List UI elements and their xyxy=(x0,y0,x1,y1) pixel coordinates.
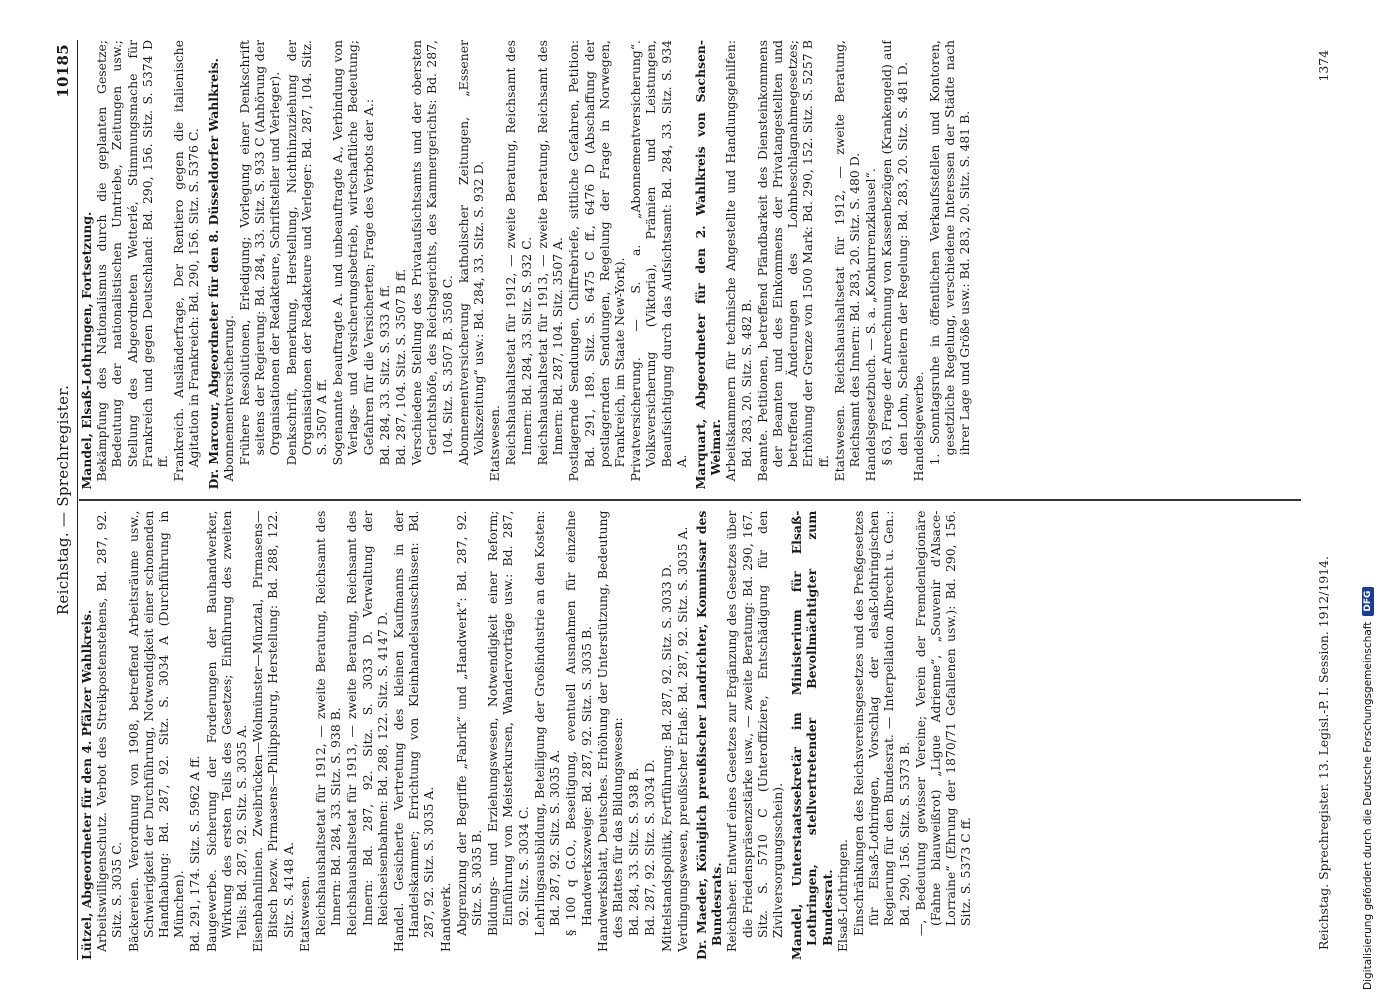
register-columns xyxy=(79,40,1301,960)
entry-topic: Bäckereien. Verordnung von 1908, betreffend Arbeitsräume usw., Schwierigkeit der Durchführung, Notwendigkeit einer schonenden Handhabung: Bd. 287, 92. Sitz. S. 3034 A (Durchführung in München). xyxy=(125,510,187,952)
entry-topic: Etatswesen. xyxy=(487,405,503,482)
register-entry xyxy=(206,40,689,489)
entry-topic: Mittelstandspolitik, Fortführung: Bd. 287, 92. Sitz. S. 3033 D. xyxy=(658,563,674,952)
entry-speaker: Dr. Marcour, Abgeordneter für den 8. Düsseldorfer Wahlkreis. xyxy=(205,57,221,490)
page-title: Reichstag. — Sprechregister. xyxy=(54,384,72,616)
entry-subitem: Abonnementversicherung katholischer Zeitungen, „Essener Volkszeitung“ usw.: Bd. 284, 33. Sitz. S. 932 D. xyxy=(455,40,487,466)
entry-topic: Eisenbahnlinien. Zweibrücken—Wolmünster—Münztal, Pirmasens—Bitsch bezw. Pirmasens—Philippsburg, Herstellung: Bd. 288, 122. Sitz. S. 4148 A. xyxy=(250,510,296,952)
entry-subitem: Reichshaushaltsetat für 1912, — zweite Beratung, Reichsamt des Innern: Bd. 284, 33. Sitz. S. 938 B. xyxy=(313,510,344,936)
entry-subitem: Bd. 284, 33. Sitz. S. 933 A ff. xyxy=(376,284,392,466)
right-column xyxy=(79,40,1301,499)
entry-subitem: Bd. 287, 104. Sitz. S. 3507 B ff. xyxy=(393,268,409,466)
register-entry xyxy=(79,511,690,960)
left-column xyxy=(79,501,1301,960)
entry-topic: Bd. 291, 174. Sitz. S. 5962 A ff. xyxy=(187,755,203,952)
page-footer xyxy=(1316,50,1331,950)
entry-subitem: Reichshaushaltsetat für 1912, — zweite Beratung, Reichsamt des Innern: Bd. 284, 33. Sitz. S. 932 C. xyxy=(503,40,534,466)
entry-topic: Handelsgesetzbuch. — S. a. „Konkurrenzklausel“. xyxy=(863,168,879,482)
entry-topic: Arbeitskammern für technische Angestellte und Handlungsgehilfen: Bd. 283, 20. Sitz. S. 482 B. xyxy=(723,40,754,482)
entry-subitem: Lehrlingsausbildung, Beteiligung der Großindustrie an den Kosten: Bd. 287, 92. Sitz. S. 3035 A. xyxy=(531,510,563,936)
entry-subitem: Reichshaushaltsetat für 1913, — zweite Beratung, Reichsamt des Innern: Bd. 287, 104. Sitz. 3507 A. xyxy=(534,40,566,466)
entry-subitem: § 63, Frage der Anrechnung von Kassenbezügen (Krankengeld) auf den Lohn, Scheitern der Regelung: Bd. 283, 20. Sitz. S. 481 D. xyxy=(879,40,910,466)
entry-subitem: 1. Sonntagsruhe in öffentlichen Verkaufsstellen und Kontoren, gesetzliche Regelung, verschiedene Interessen der Städte nach ihrer Lage und Größe usw.: Bd. 283, 20. Sitz. S. 481 B. xyxy=(926,40,973,466)
entry-topic: Handel. Gesicherte Vertretung des kleinen Kaufmanns in der Handelskammer; Errichtung von Kleinhandelsausschüssen: Bd. 287, 92. Sitz. S. 3035 A. xyxy=(391,510,437,952)
entry-subitem: § 100 q G.O., Beseitigung, eventuell Ausnahmen für einzelne Handwerkszweige: Bd. 287, 92. Sitz. S. 3035 B. xyxy=(563,510,594,936)
register-entry xyxy=(79,40,202,489)
entry-topic: Privatversicherung. — S. a. „Abonnementversicherung“. Volksversicherung (Viktoria), Prämien und Leistungen, Beaufsichtigung durch das Aufsichtsamt: Bd. 284, 33. Sitz. S. 934 A. xyxy=(628,40,689,482)
entry-speaker: Mandel, Unterstaatssekretär im Ministerium für Elsaß-Lothringen, stellvertretender Bevollmächtigter zum Bundesrat. xyxy=(789,510,835,960)
entry-topic: Beamte. Petitionen, betreffend Pfändbarkeit des Diensteinkommens der Beamten und des Einkommens der Privatangestellten und betreffend Änderungen des Lohnbeschlagnahmegesetzes; Erhöhung der Grenze von 1500 Mark: Bd. 290, 152. Sitz. S. 5257 B ff. xyxy=(754,40,831,482)
entry-subitem: —, Bedeutung gewisser Vereine; Verein der Fremdenlegionäre (Fahne blauweißrot) „Ligue Adrienne“, „Souvenir d'Alsace-Lorraine“ (Ehrung der 1870/71 Gefallenen usw.): Bd. 290, 156. Sitz. S. 5373 C ff. xyxy=(912,510,974,936)
footer-citation: Reichstag. Sprechregister. 13. Legisl.-P. I. Session. 1912/1914. xyxy=(1316,556,1331,950)
entry-topic: Arbeitswilligenschutz. Verbot des Streikpostenstehens, Bd. 287, 92. Sitz. S. 3035 C. xyxy=(94,510,125,952)
register-entry xyxy=(694,511,785,960)
dfg-logo: DFG xyxy=(1362,587,1374,616)
entry-subitem: Sogenannte beauftragte A. und unbeauftragte A., Verbindung von Verlags- und Versicherungsbetrieb, wirtschaftliche Bedeutung; Gefahren für die Versicherten; Frage des Verbots der A.: xyxy=(330,40,376,466)
column-divider xyxy=(79,499,1301,500)
entry-topic: Etatswesen. xyxy=(296,875,312,952)
footer-sheet-number: 1374 xyxy=(1316,50,1331,82)
register-entry xyxy=(693,40,973,489)
entry-subitem: Abgrenzung der Begriffe „Fabrik“ und „Handwerk“: Bd. 287, 92. Sitz. S. 3035 B. xyxy=(453,510,485,936)
entry-subitem: Einschränkungen des Reichsvereinsgesetzes und des Preßgesetzes für Elsaß-Lothringen, Vorschlag der elsaß-lothringischen Regierung für den Bundesrat. — Interpellation Albrecht u. Gen.: Bd. 290, 156. Sitz. S. 5373 B. xyxy=(850,510,912,936)
entry-topic: Etatswesen. Reichshaushaltsetat für 1912, — zweite Beratung, Reichsamt des Innern: Bd. 283, 20. Sitz. S. 480 D. xyxy=(831,40,862,482)
entry-subitem: Reichshaushaltsetat für 1913, — zweite Beratung, Reichsamt des Innern: Bd. 287, 92. Sitz. S. 3033 D. Verwaltung der Reichseisenbahnen: Bd. 288, 122. Sitz. S. 4147 D. xyxy=(344,510,390,936)
entry-topic: Frankreich. Ausländerfrage, Der Rentiero gegen die italienische Agitation in Frankreich: Bd. 290, 156. Sitz. S. 5376 C. xyxy=(171,40,202,482)
entry-topic: Baugewerbe. Sicherung der Forderungen der Bauhandwerker, Wirkung des ersten Teils des Gesetzes; Einführung des zweiten Teils: Bd. 287, 92. Sitz. S. 3035 A. xyxy=(203,510,250,952)
rotated-page xyxy=(45,30,1335,970)
digitization-text: Digitalisierung gefördert durch die Deutsche Forschungsgemeinschaft xyxy=(1362,621,1374,990)
entry-topic: Handwerksblatt, Deutsches. Erhöhung der Unterstützung, Bedeutung des Blattes für das Bildungswesen: xyxy=(594,510,625,952)
digitization-note xyxy=(1358,0,1378,990)
entry-speaker: Mandel, Elsaß-Lothringen, Fortsetzung. xyxy=(79,211,94,490)
entry-subitem: Bildungs- und Erziehungswesen, Notwendigkeit einer Reform; Einführung von Meisterkursen, Wandervorträge usw.: Bd. 287, 92. Sitz. S. 3034 C. xyxy=(485,510,531,936)
entry-topic: Reichsheer. Entwurf eines Gesetzes zur Ergänzung des Gesetzes über die Friedenspräsenzstärke usw., — zweite Beratung: Bd. 290, 167. Sitz. S. 5710 C (Unteroffiziere, Entschädigung für den Zivilversorgungsschein). xyxy=(724,510,785,952)
entry-topic: Handelsgewerbe. xyxy=(910,371,926,482)
entry-topic: Postlagernde Sendungen, Chiffrebriefe, sittliche Gefahren, Petition: Bd. 291, 189. Sitz. S. 6475 C ff., 6476 D (Abschaffung der postlagernden Sendungen, Regelung der Frage in Norwegen, Frankreich, im Staate New-York). xyxy=(566,40,627,482)
entry-subitem: Bd. 287, 92. Sitz. S. 3034 D. xyxy=(642,759,658,936)
entry-subitem: Bd. 284, 33. Sitz. S. 938 B. xyxy=(626,767,642,936)
page-header xyxy=(51,40,78,960)
entry-subitem: Frühere Resolutionen, Erledigung; Vorlegung einer Denkschrift seitens der Regierung: Bd. 284, 33. Sitz. S. 933 C (Anhörung der Organisationen der Redakteure, Schriftsteller und Verleger). xyxy=(237,40,283,466)
entry-topic: Handwerk. xyxy=(437,882,453,952)
register-entry xyxy=(789,511,973,960)
entry-subitem: Verschiedene Stellung des Privataufsichtsamts und der obersten Gerichtshöfe, des Reichsgerichts, des Kammergerichts: Bd. 287, 104. Sitz. S. 3507 B. 3508 C. xyxy=(409,40,455,466)
entry-speaker: Marquart, Abgeordneter für den 2. Wahlkreis von Sachsen-Weimar. xyxy=(692,40,724,490)
entry-topic: Abonnementversicherung. xyxy=(220,315,236,482)
entry-speaker: Dr. Maeder, Königlich preußischer Landrichter, Kommissar des Bundesrats. xyxy=(693,510,725,960)
entry-topic: Elsaß-Lothringen. xyxy=(834,839,850,952)
entry-topic: Bekämpfung des Nationalismus durch die geplanten Gesetze; Bedeutung der nationalistischen Umtriebe, Zeitungen usw.; Stellung des Abgeordneten Wetterlé, Stimmungsmache für Frankreich und gegen Deutschland: Bd. 290, 156. Sitz. S. 5374 D ff. xyxy=(94,40,171,482)
entry-subitem: Denkschrift, Bemerkung, Herstellung, Nichthinzuziehung der Organisationen der Redakteure und Verleger: Bd. 287, 104. Sitz. S. 3507 A ff. xyxy=(283,40,330,466)
entry-topic: Verdingungswesen, preußischer Erlaß: Bd. 287, 92. Sitz. S. 3035 A. xyxy=(674,526,690,952)
entry-speaker: Lützel, Abgeordneter für den 4. Pfälzer Wahlkreis. xyxy=(79,609,94,960)
page-number: 10185 xyxy=(54,44,72,98)
